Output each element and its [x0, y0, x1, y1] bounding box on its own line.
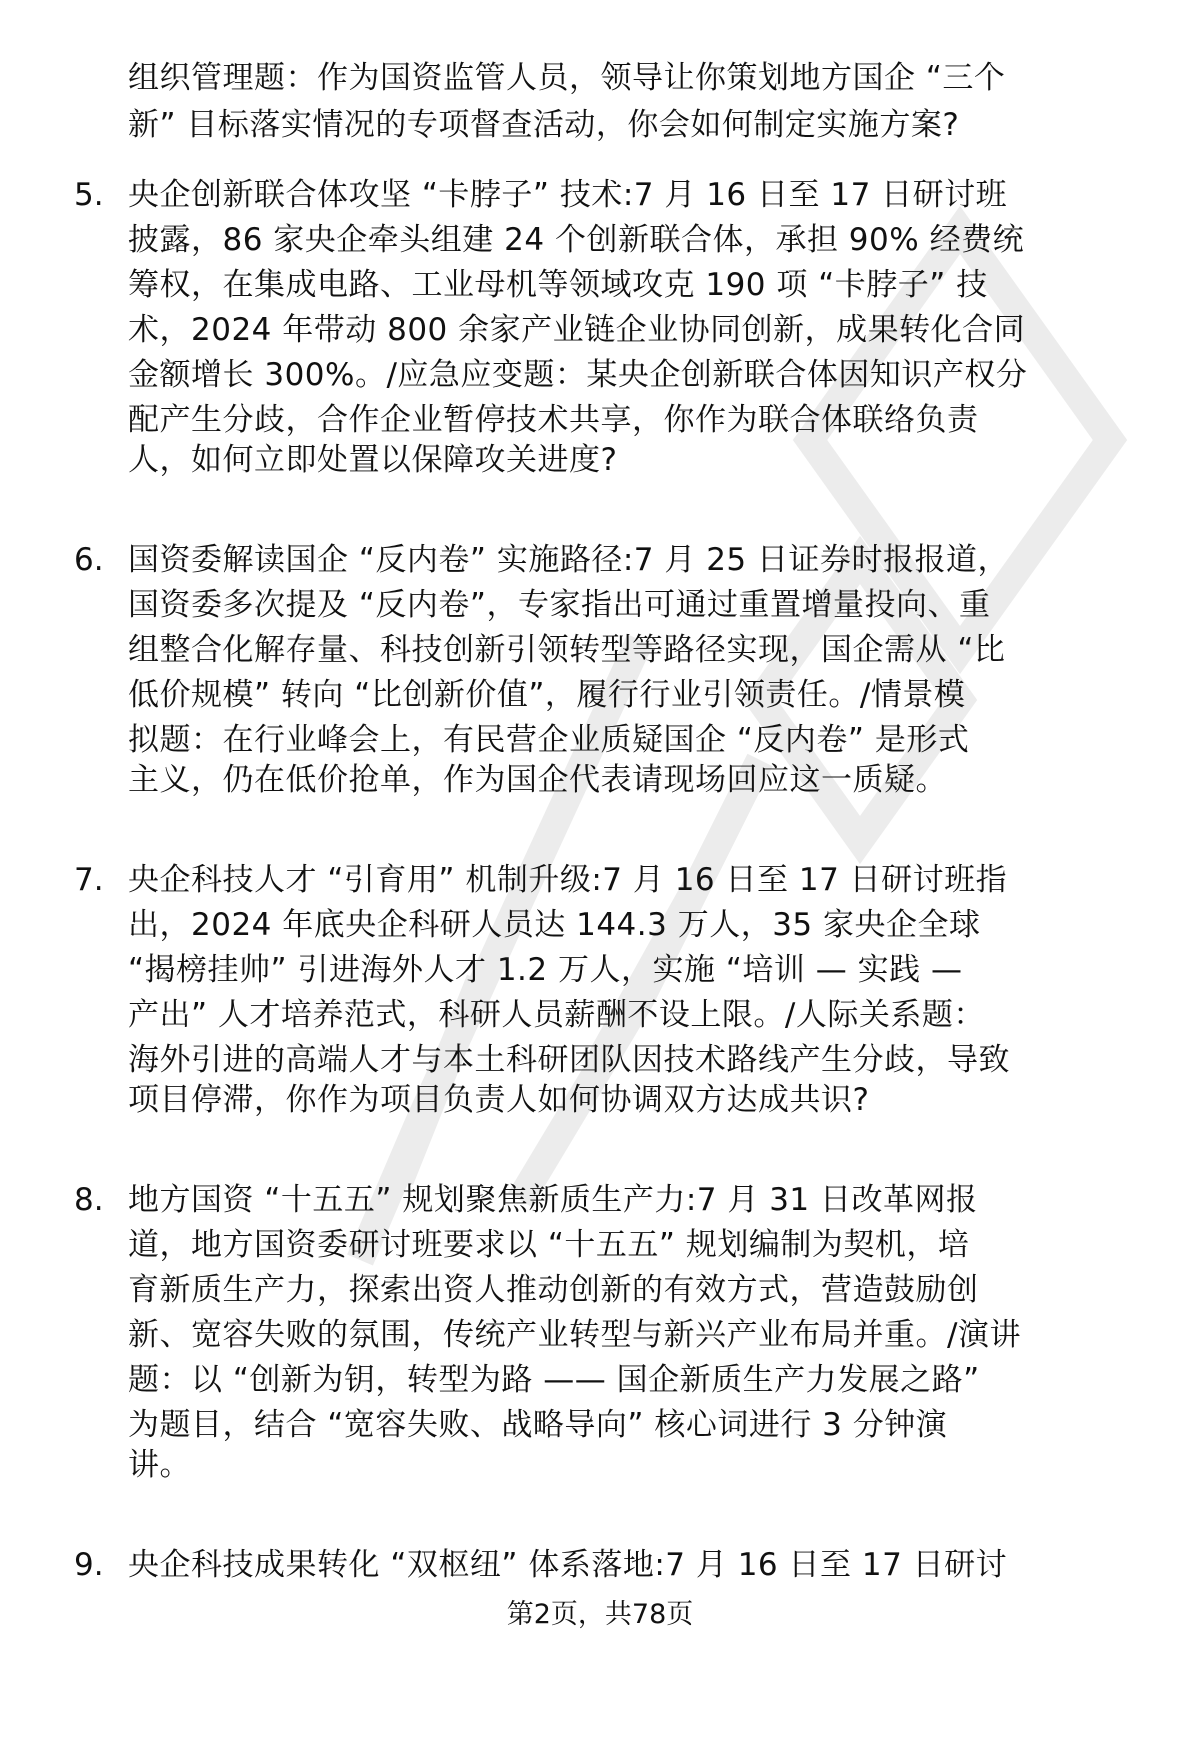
text-line: 筹权，在集成电路、工业母机等领域攻克 190 项 “卡脖子” 技 — [128, 267, 988, 303]
text-line: 拟题：在行业峰会上，有民营企业质疑国企 “反内卷” 是形式 — [128, 722, 970, 758]
list-number: 8. — [74, 1182, 104, 1218]
text-line: 低价规模” 转向 “比创新价值”，履行行业引领责任。/情景模 — [128, 677, 966, 713]
text-line: 央企科技成果转化 “双枢纽” 体系落地:7 月 16 日至 17 日研讨 — [128, 1547, 1008, 1583]
text-line: 国资委解读国企 “反内卷” 实施路径:7 月 25 日证券时报报道， — [128, 542, 1010, 578]
list-number: 6. — [74, 542, 104, 578]
page-indicator: 第2页，共78页 — [506, 1599, 694, 1630]
text-line: 央企科技人才 “引育用” 机制升级:7 月 16 日至 17 日研讨班指 — [128, 862, 1008, 898]
text-line: 术，2024 年带动 800 余家产业链企业协同创新，成果转化合同 — [128, 312, 1026, 348]
text-line: 组整合化解存量、科技创新引领转型等路径实现，国企需从 “比 — [128, 632, 1006, 668]
text-line: 为题目，结合 “宽容失败、战略导向” 核心词进行 3 分钟演 — [128, 1407, 948, 1443]
text-line: 新、宽容失败的氛围，传统产业转型与新兴产业布局并重。/演讲 — [128, 1317, 1021, 1353]
text-line: “揭榜挂帅” 引进海外人才 1.2 万人，实施 “培训 — 实践 — — [128, 952, 963, 988]
text-line: 道，地方国资委研讨班要求以 “十五五” 规划编制为契机，培 — [128, 1227, 970, 1263]
text-line: 项目停滞，你作为项目负责人如何协调双方达成共识? — [128, 1082, 870, 1118]
text-line: 题：以 “创新为钥，转型为路 —— 国企新质生产力发展之路” — [128, 1362, 980, 1398]
text-line: 海外引进的高端人才与本土科研团队因技术路线产生分歧，导致 — [128, 1042, 1010, 1078]
text-line: 配产生分歧，合作企业暂停技术共享，你作为联合体联络负责 — [128, 402, 979, 438]
text-line: 讲。 — [128, 1447, 191, 1483]
text-line: 披露，86 家央企牵头组建 24 个创新联合体，承担 90% 经费统 — [128, 222, 1025, 258]
text-line: 金额增长 300%。/应急应变题：某央企创新联合体因知识产权分 — [128, 357, 1028, 393]
text-line: 主义，仍在低价抢单，作为国企代表请现场回应这一质疑。 — [128, 762, 947, 798]
text-line: 育新质生产力，探索出资人推动创新的有效方式，营造鼓励创 — [128, 1272, 979, 1308]
text-line: 产出” 人才培养范式，科研人员薪酬不设上限。/人际关系题： — [128, 997, 985, 1033]
text-line: 组织管理题：作为国资监管人员，领导让你策划地方国企 “三个 — [128, 60, 1006, 96]
text-line: 地方国资 “十五五” 规划聚焦新质生产力:7 月 31 日改革网报 — [128, 1182, 978, 1218]
text-line: 出，2024 年底央企科研人员达 144.3 万人，35 家央企全球 — [128, 907, 981, 943]
list-number: 7. — [74, 862, 104, 898]
text-line: 国资委多次提及 “反内卷”，专家指出可通过重置增量投向、重 — [128, 587, 991, 623]
text-line: 人，如何立即处置以保障攻关进度? — [128, 442, 618, 478]
list-number: 9. — [74, 1547, 104, 1583]
text-line: 新” 目标落实情况的专项督查活动，你会如何制定实施方案? — [128, 107, 960, 143]
list-number: 5. — [74, 177, 104, 213]
text-line: 央企创新联合体攻坚 “卡脖子” 技术:7 月 16 日至 17 日研讨班 — [128, 177, 1008, 213]
